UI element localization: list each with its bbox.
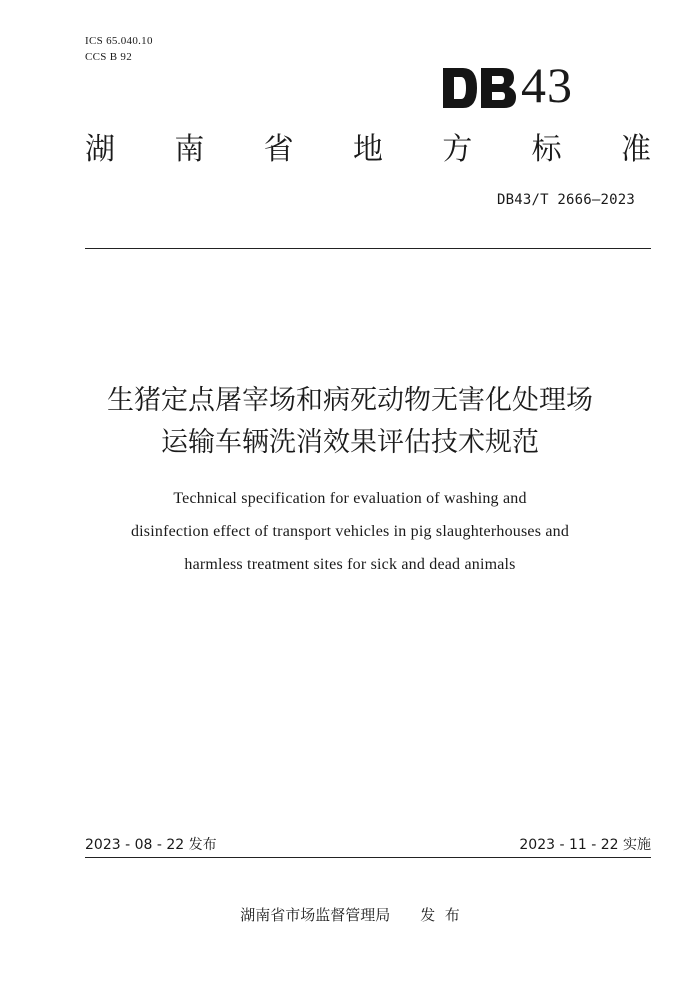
english-title-line: disinfection effect of transport vehicles in pig slaughterhouses and bbox=[130, 523, 570, 540]
standard-type-char: 南 bbox=[174, 132, 205, 167]
db-standard-logo bbox=[443, 57, 573, 113]
db-province-number: 43 bbox=[521, 57, 573, 113]
standard-type-heading bbox=[85, 130, 651, 170]
issuer-action: 发 布 bbox=[420, 906, 460, 924]
issuer-name: 湖南省市场监督管理局 bbox=[240, 906, 391, 924]
standard-type-char: 湖 bbox=[85, 132, 115, 167]
top-divider bbox=[85, 248, 651, 249]
chinese-title bbox=[0, 380, 700, 464]
standard-type-char: 地 bbox=[352, 132, 383, 167]
standard-type-char: 准 bbox=[620, 132, 651, 167]
english-title bbox=[0, 482, 700, 581]
release-date: 2023 - 08 - 22 发布 bbox=[85, 837, 217, 853]
english-title-line: harmless treatment sites for sick and dead animals bbox=[184, 556, 516, 573]
bottom-divider bbox=[85, 857, 651, 858]
chinese-title-line: 运输车辆洗消效果评估技术规范 bbox=[161, 427, 539, 458]
chinese-title-line: 生猪定点屠宰场和病死动物无害化处理场 bbox=[107, 385, 593, 416]
english-title-line: Technical specification for evaluation of washing and bbox=[173, 490, 527, 507]
classification-codes bbox=[85, 33, 153, 65]
ics-code: ICS 65.040.10 bbox=[85, 35, 153, 47]
issuer-line bbox=[0, 904, 700, 926]
standard-type-char: 方 bbox=[442, 132, 473, 167]
db-logo-icon bbox=[443, 68, 517, 108]
standard-code: DB43/T 2666—2023 bbox=[496, 192, 635, 208]
ccs-code: CCS B 92 bbox=[85, 51, 133, 63]
implementation-date: 2023 - 11 - 22 实施 bbox=[519, 837, 651, 853]
standard-type-char: 省 bbox=[263, 132, 294, 167]
standard-type-char: 标 bbox=[531, 132, 562, 167]
date-row bbox=[85, 835, 651, 855]
